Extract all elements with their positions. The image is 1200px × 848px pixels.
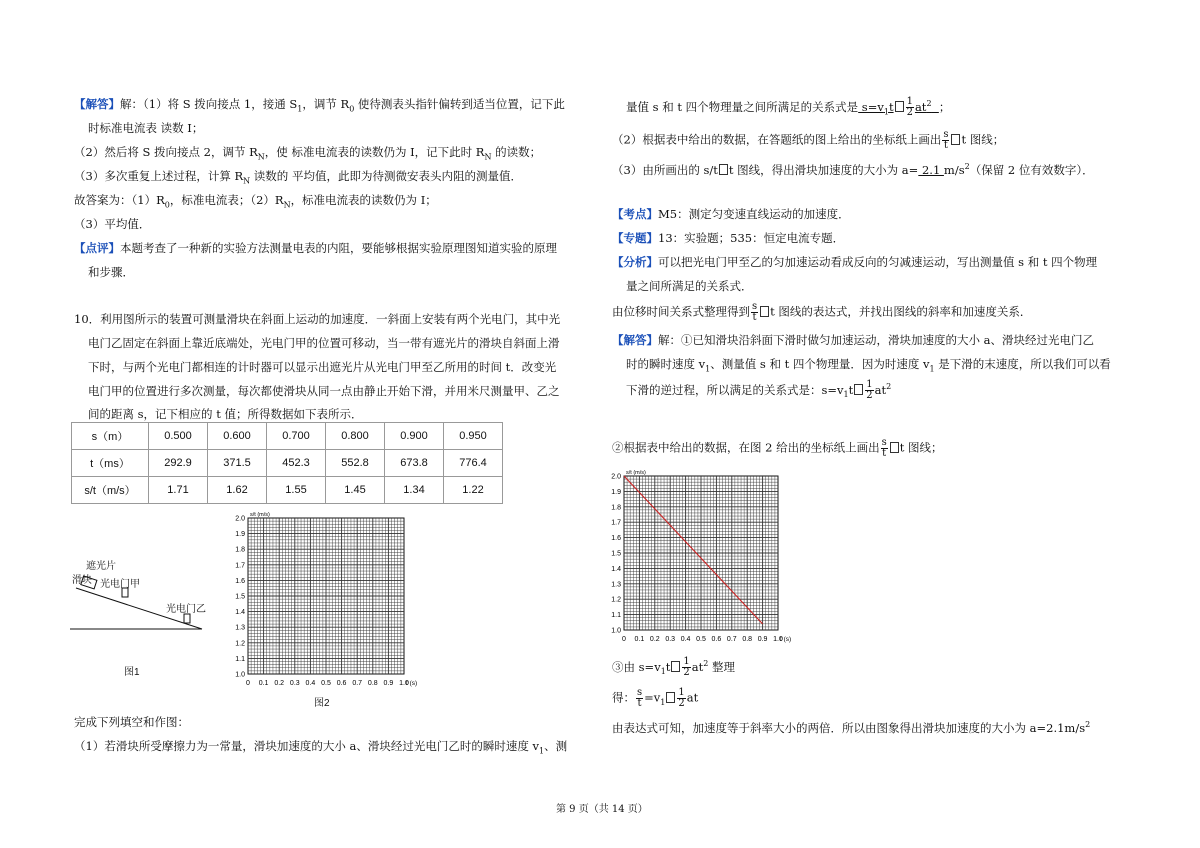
x-tick-label: 0.9: [383, 680, 394, 687]
answer-label: 【解答】: [74, 97, 120, 111]
review-label: 【点评】: [74, 241, 120, 255]
question-line-2: 电门乙固定在斜面上靠近底端处，光电门甲的位置可移动，当一带有遮光片的滑块自斜面上滑: [88, 336, 560, 350]
table-row: s（m） 0.500 0.600 0.700 0.800 0.900 0.950: [72, 423, 503, 450]
y-tick-label: 1.7: [611, 519, 621, 527]
solution-label: 【解答】: [612, 333, 658, 347]
y-tick-label: 2.0: [611, 473, 621, 481]
gate-2-label: 光电门乙: [166, 604, 206, 615]
y-tick-label: 1.4: [235, 609, 245, 617]
y-tick-label: 1.6: [235, 577, 245, 585]
missing-symbol-box: [760, 306, 769, 317]
x-tick-label: 0.4: [305, 680, 316, 687]
x-tick-label: 0.6: [711, 636, 722, 643]
x-tick-label: 0.4: [680, 636, 691, 643]
y-tick-label: 1.5: [235, 593, 245, 601]
analysis-label: 【分析】: [612, 255, 658, 269]
y-tick-label: 2.0: [235, 515, 245, 523]
missing-symbol-box: [719, 164, 728, 175]
y-tick-label: 1.2: [611, 596, 621, 604]
x-tick-label: 0.1: [258, 680, 269, 687]
gate-1-label: 光电门甲: [100, 579, 140, 590]
topic-line: 【专题】13：实验题；535：恒定电流专题．: [612, 231, 845, 245]
x-tick-label: 0: [622, 636, 626, 643]
y-tick-label: 1.0: [235, 671, 245, 679]
figure-2-caption: 图2: [314, 698, 330, 709]
y-tick-label: 1.9: [235, 531, 245, 539]
y-tick-label: 1.3: [611, 581, 621, 589]
question-line-5: 间的距离 s，记下相应的 t 值；所得数据如下表所示．: [88, 407, 363, 421]
x-tick-label: 0.7: [352, 680, 363, 687]
x-tick-label: 1.0: [399, 680, 409, 687]
x-tick-label: 0.3: [665, 636, 676, 643]
solution-line-3: 下滑的逆过程，所以满足的关系式是：$s=v_1t$ $\frac{1}{2}$ $at^2$: [626, 379, 892, 402]
missing-symbol-box: [890, 442, 899, 453]
step-2-line: ②根据表中给出的数据，在图 2 给出的坐标纸上画出 $\frac{s}{t}$ t 图线；: [612, 437, 943, 459]
answer-summary-line: 故答案为：$(1)R_0$，标准电流表；$(2)R_N$，标准电流表的读数仍为 I；: [74, 193, 437, 210]
answer-line-1: 【解答】解：（1）将 S 拨向接点 1，接通 $S_1$，调节 $R_0$ 使待测表头指针偏转到适当位置，记下此: [74, 97, 565, 114]
x-tick-label: 0.8: [367, 680, 378, 687]
analysis-line-3: 由位移时间关系式整理得到 $\frac{s}{t}$ t 图线的表达式，并找出图线的斜率和加速度关系．: [612, 301, 1032, 323]
y-axis-label: s/t (m/s): [250, 512, 270, 518]
page-footer: 第 9 页（共 14 页）: [556, 804, 648, 815]
fill-in-intro: 完成下列填空和作图：: [74, 715, 189, 729]
solution-line-2: 时的瞬时速度 $v_1$、测量值 s 和 t 四个物理量．因为时速度 $v_1$ 是下滑的末速度，所以我们可以看: [626, 357, 1111, 374]
step-3-line: ③由 $s=v_1t$ $\frac{1}{2}$ $at^2$ 整理: [612, 656, 736, 679]
question-line-1: 10．利用图所示的装置可测量滑块在斜面上运动的加速度．一斜面上安装有两个光电门，其中光: [74, 312, 561, 326]
x-axis-label: t (s): [406, 680, 418, 687]
missing-symbol-box: [671, 661, 680, 672]
question-line-4: 电门甲的位置进行多次测量，每次都使滑块从同一点由静止开始下滑，并用米尺测量甲、乙之: [88, 384, 560, 398]
x-tick-label: 0.7: [726, 636, 737, 643]
empty-grid-chart: [228, 508, 418, 692]
topic-label: 【专题】: [612, 231, 658, 245]
missing-symbol-box: [666, 692, 675, 703]
review-line-2: 和步骤．: [88, 265, 134, 279]
sub-question-2: （2）根据表中给出的数据，在答题纸的图上给出的坐标纸上画出 $\frac{s}{t}$ t 图线；: [612, 129, 1005, 151]
x-tick-label: 1.0: [773, 636, 783, 643]
sub-question-3: （3）由所画出的 s/t t 图线，得出滑块加速度的大小为 a= 2.1 $m/s^2$（保留 2 位有效数字）．: [612, 162, 1094, 177]
x-tick-label: 0.3: [289, 680, 300, 687]
x-tick-label: 0.5: [696, 636, 706, 643]
y-tick-label: 1.8: [235, 546, 245, 554]
solution-grid-chart: [590, 464, 810, 654]
y-tick-label: 1.1: [235, 655, 245, 663]
step-3-result: 得： $\frac{s}{t}$ $=v_1$ $\frac{1}{2}$ at: [612, 687, 699, 709]
answer-line-3: （2）然后将 S 拨向接点 2，调节 $R_N$，使 标准电流表的读数仍为 I，记下此时 $R_N$ 的读数；: [74, 145, 542, 162]
missing-symbol-box: [895, 101, 904, 112]
table-row: s/t（m/s） 1.71 1.62 1.55 1.45 1.34 1.22: [72, 477, 503, 504]
analysis-line-2: 量之间所满足的关系式．: [626, 279, 753, 293]
y-tick-label: 1.5: [611, 550, 621, 558]
x-tick-label: 0.2: [274, 680, 285, 687]
answer-summary-line-2: （3）平均值．: [74, 217, 151, 231]
y-tick-label: 1.2: [235, 640, 245, 648]
y-tick-label: 1.3: [235, 624, 245, 632]
shade-label: 遮光片: [86, 561, 116, 572]
x-tick-label: 0.5: [321, 680, 331, 687]
x-tick-label: 0.9: [757, 636, 768, 643]
review-line-1: 【点评】本题考查了一种新的实验方法测量电表的内阻，要能够根据实验原理图知道实验的原理: [74, 241, 557, 255]
y-tick-label: 1.8: [611, 504, 621, 512]
data-table: [71, 422, 503, 504]
answer-line-4: （3）多次重复上述过程，计算 $R_N$ 读数的 平均值，此即为待测微安表头内阻的测量值．: [74, 169, 522, 186]
y-axis-label: s/t (m/s): [626, 470, 646, 476]
x-tick-label: 0.8: [742, 636, 753, 643]
x-tick-label: 0.2: [649, 636, 660, 643]
x-tick-label: 0: [246, 680, 250, 687]
half-fraction: $\frac{1}{2}$: [906, 96, 913, 119]
answer-line-2: 时标准电流表 读数 I；: [88, 121, 204, 135]
knowledge-point: 【考点】M5：测定匀变速直线运动的加速度．: [612, 207, 850, 221]
analysis-line-1: 【分析】可以把光电门甲至乙的匀加速运动看成反向的匀减速运动，写出测量值 s 和 t 四个物理: [612, 255, 1098, 269]
gate-2: [184, 614, 190, 623]
relation-line: 量值 s 和 t 四个物理量之间所满足的关系式是 $s=v_1t$ $\frac{1}{2}$ $at^2$ ；: [626, 96, 951, 119]
figure-1-caption: 图1: [124, 667, 140, 678]
x-axis-label: t (s): [780, 636, 792, 643]
y-tick-label: 1.9: [611, 488, 621, 496]
y-tick-label: 1.7: [235, 562, 245, 570]
y-tick-label: 1.0: [611, 627, 621, 635]
missing-symbol-box: [854, 384, 863, 395]
x-tick-label: 0.6: [336, 680, 347, 687]
question-line-3: 下时，与两个光电门都相连的计时器可以显示出遮光片从光电门甲至乙所用的时间 t．改变光: [88, 360, 557, 374]
sub-question-1: （1）若滑块所受摩擦力为一常量，滑块加速度的大小 a、滑块经过光电门乙时的瞬时速度 $v_1$、测: [74, 739, 568, 756]
solution-line-1: 【解答】解：①已知滑块沿斜面下滑时做匀加速运动，滑块加速度的大小 a、滑块经过光电门乙: [612, 333, 1095, 347]
conclusion-line: 由表达式可知，加速度等于斜率大小的两倍．所以由图象得出滑块加速度的大小为 $a=2.1m/s^2$: [612, 720, 1091, 735]
missing-symbol-box: [951, 134, 960, 145]
y-tick-label: 1.4: [611, 565, 621, 573]
knowledge-label: 【考点】: [612, 207, 658, 221]
slider-label: 滑块: [72, 575, 92, 586]
y-tick-label: 1.1: [611, 612, 621, 620]
y-tick-label: 1.6: [611, 535, 621, 543]
x-tick-label: 0.1: [634, 636, 645, 643]
table-row: t（ms） 292.9 371.5 452.3 552.8 673.8 776.4: [72, 450, 503, 477]
